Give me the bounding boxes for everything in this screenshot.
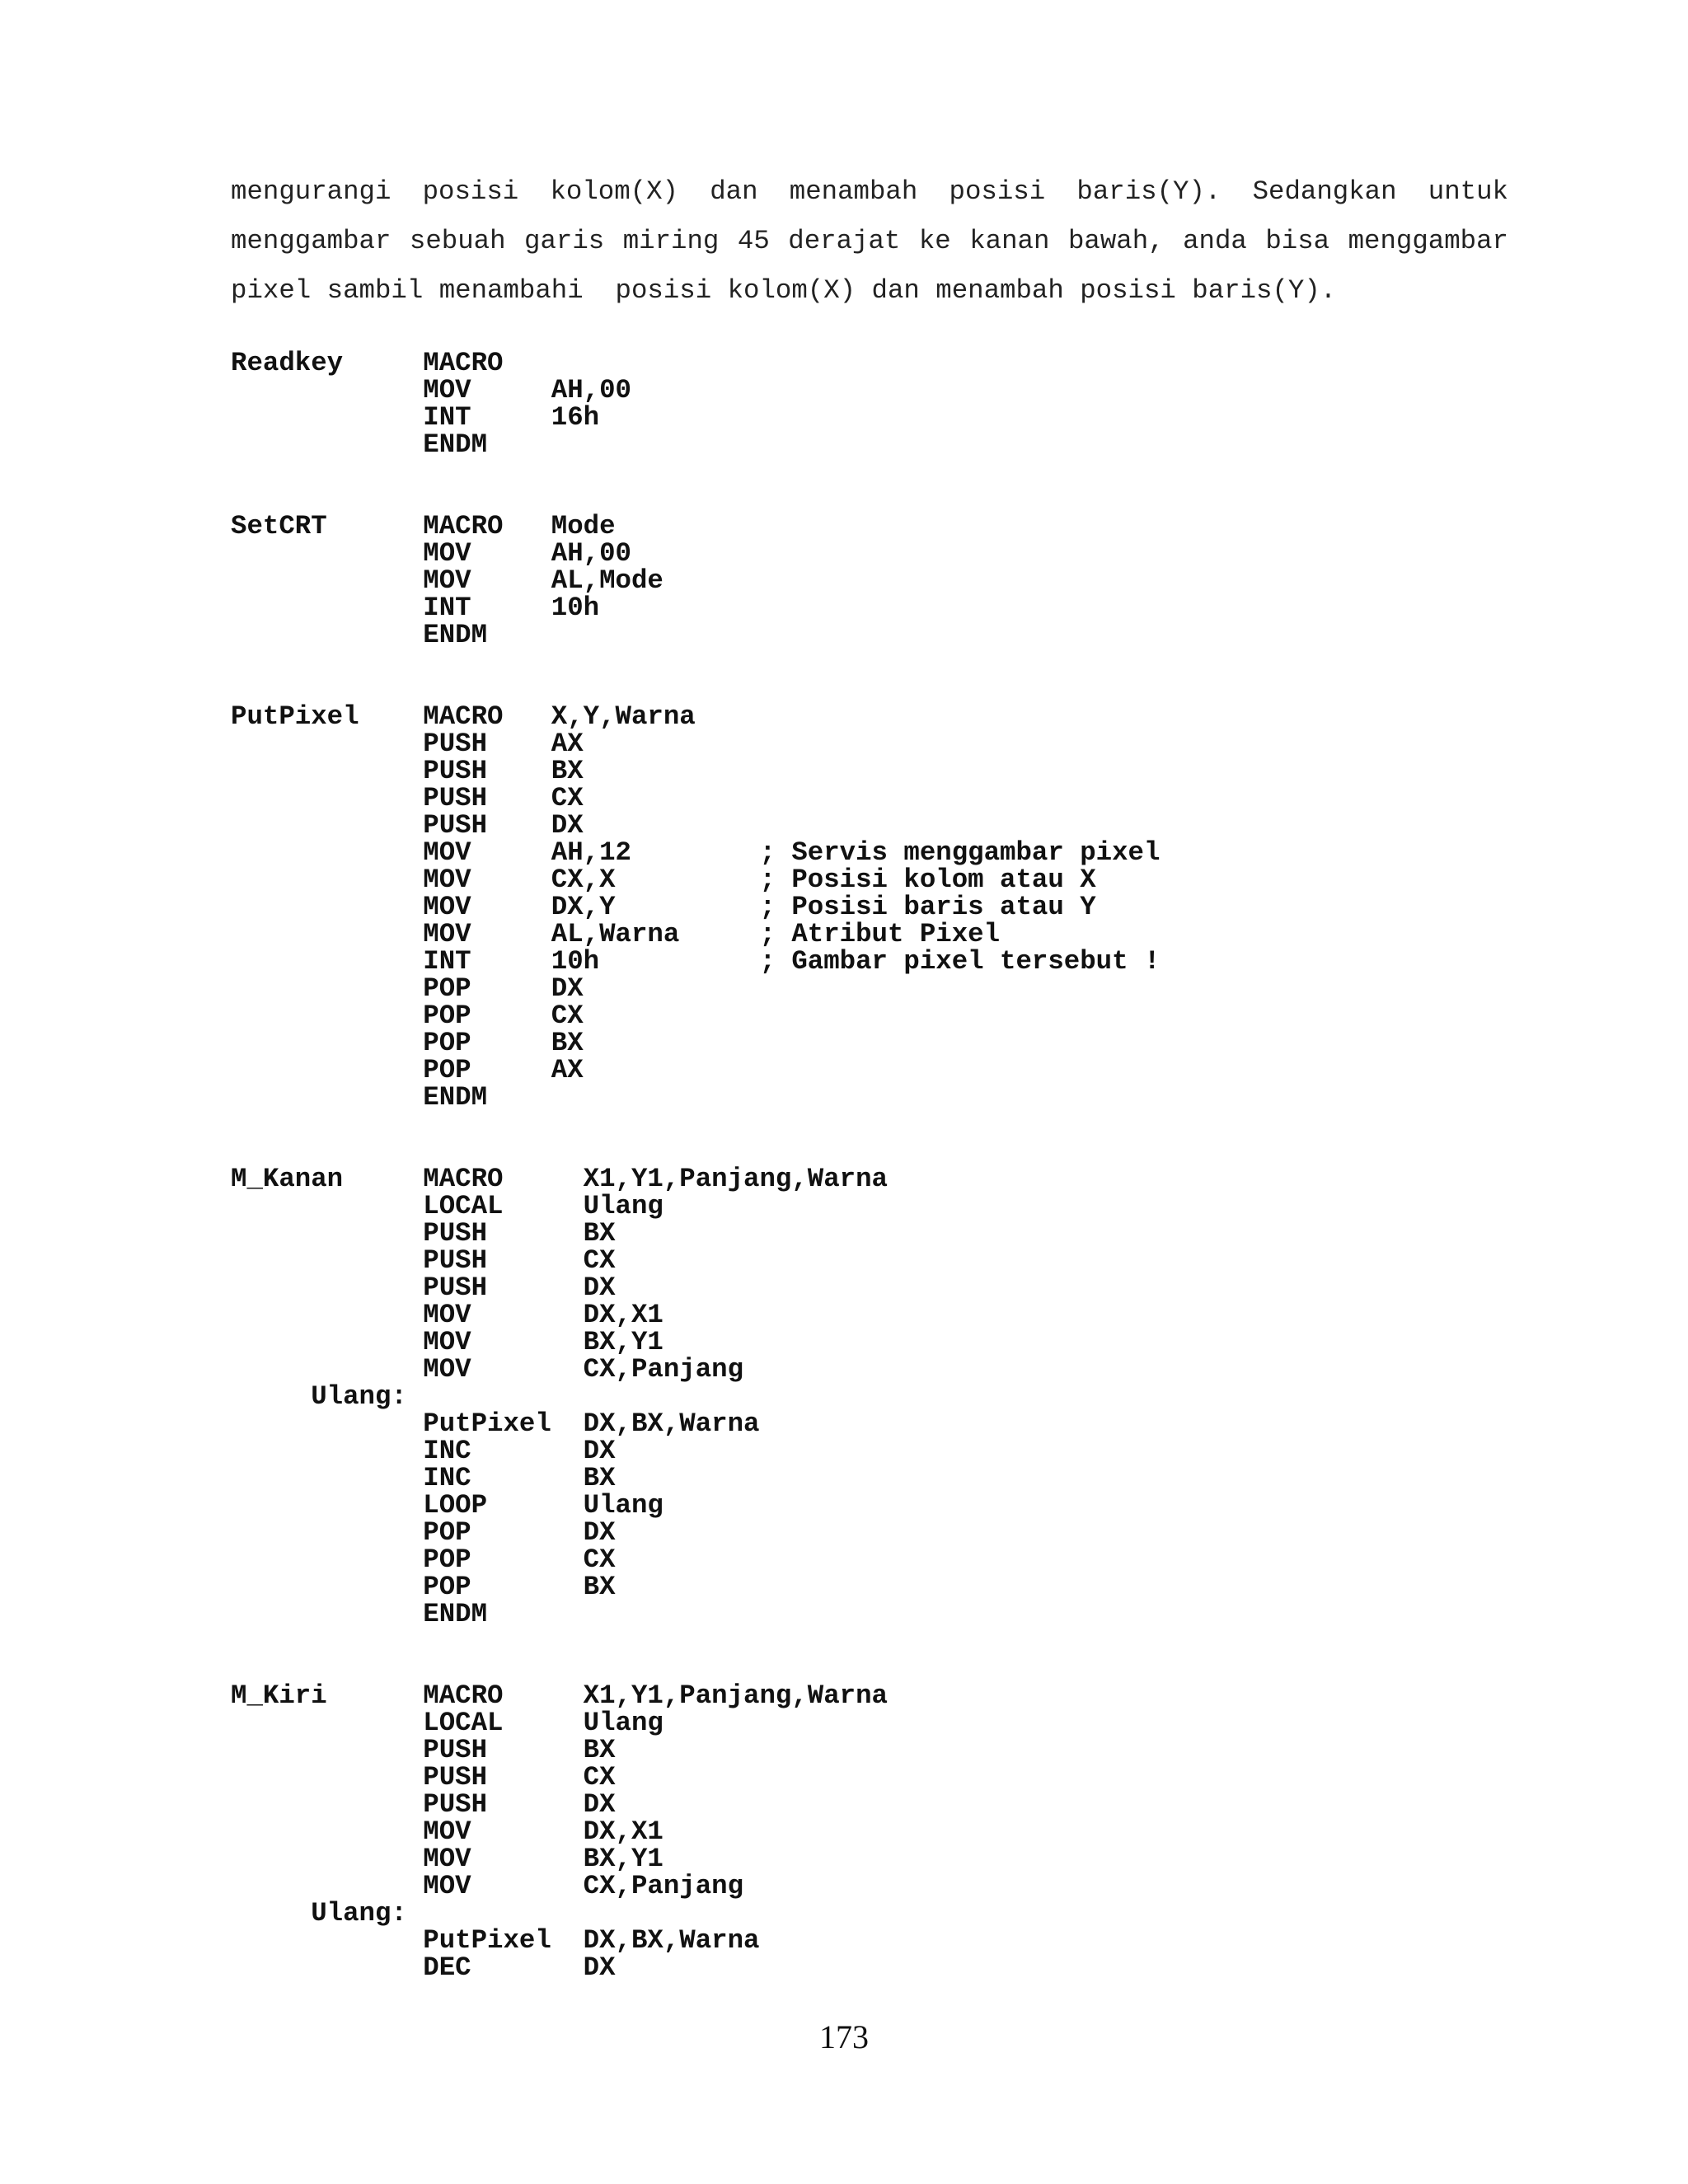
code-line: MOV CX,X ; Posisi kolom atau X: [231, 865, 1096, 895]
code-line: [231, 1111, 1467, 1138]
page-number: 173: [819, 2018, 869, 2055]
code-line: POP CX: [231, 1544, 616, 1575]
code-line: M_Kanan MACRO X1,Y1,Panjang,Warna: [231, 1164, 888, 1194]
code-line: PUSH DX: [231, 1272, 616, 1303]
code-line: MOV CX,Panjang: [231, 1871, 744, 1901]
code-line: DEC DX: [231, 1952, 616, 1983]
code-line: PUSH BX: [231, 1735, 616, 1765]
code-line: MOV DX,X1: [231, 1300, 663, 1330]
code-line: Ulang:: [231, 1381, 407, 1412]
code-line: [231, 1138, 1467, 1165]
code-line: INT 16h: [231, 402, 600, 433]
code-line: INT 10h: [231, 593, 600, 623]
code-line: M_Kiri MACRO X1,Y1,Panjang,Warna: [231, 1680, 888, 1711]
code-line: POP DX: [231, 973, 584, 1004]
code-line: INC DX: [231, 1436, 616, 1466]
intro-line: mengurangi posisi kolom(X) dan menambah posisi baris(Y). Sedangkan untuk: [231, 176, 1508, 207]
code-line: POP AX: [231, 1055, 584, 1085]
code-line: [231, 676, 1467, 703]
code-line: Readkey MACRO: [231, 348, 504, 378]
code-line: ENDM: [231, 620, 488, 650]
code-line: [231, 1628, 1467, 1655]
code-line: LOCAL Ulang: [231, 1708, 663, 1738]
code-line: MOV AH,00: [231, 538, 631, 569]
code-line: PutPixel MACRO X,Y,Warna: [231, 701, 696, 732]
code-line: MOV AH,00: [231, 375, 631, 405]
intro-line: menggambar sebuah garis miring 45 derajat ke kanan bawah, anda bisa menggambar: [231, 226, 1508, 256]
code-line: MOV DX,Y ; Posisi baris atau Y: [231, 892, 1096, 922]
code-line: [231, 1655, 1467, 1682]
code-line: MOV CX,Panjang: [231, 1354, 744, 1385]
code-line: MOV BX,Y1: [231, 1327, 663, 1357]
code-line: PutPixel DX,BX,Warna: [231, 1925, 760, 1956]
code-line: POP BX: [231, 1572, 616, 1602]
code-line: LOCAL Ulang: [231, 1191, 663, 1221]
code-line: MOV BX,Y1: [231, 1844, 663, 1874]
code-line: Ulang:: [231, 1898, 407, 1929]
code-line: INT 10h ; Gambar pixel tersebut !: [231, 946, 1160, 977]
code-line: PutPixel DX,BX,Warna: [231, 1408, 760, 1439]
code-line: POP DX: [231, 1517, 616, 1548]
code-line: MOV AL,Mode: [231, 565, 663, 596]
code-line: MOV AL,Warna ; Atribut Pixel: [231, 919, 1001, 949]
code-line: ENDM: [231, 429, 488, 460]
intro-line: pixel sambil menambahi posisi kolom(X) dan menambah posisi baris(Y).: [231, 275, 1337, 306]
code-line: ENDM: [231, 1599, 488, 1629]
code-line: PUSH DX: [231, 1789, 616, 1820]
code-line: LOOP Ulang: [231, 1490, 663, 1521]
code-line: PUSH CX: [231, 1762, 616, 1793]
code-line: [231, 649, 1467, 676]
code-line: INC BX: [231, 1463, 616, 1493]
code-line: PUSH BX: [231, 756, 584, 786]
code-line: MOV AH,12 ; Servis menggambar pixel: [231, 837, 1160, 868]
code-line: PUSH BX: [231, 1218, 616, 1249]
code-line: PUSH CX: [231, 1245, 616, 1276]
code-listing: [231, 349, 1467, 1981]
code-line: PUSH CX: [231, 783, 584, 813]
code-line: PUSH DX: [231, 810, 584, 841]
code-line: ENDM: [231, 1082, 488, 1113]
code-line: SetCRT MACRO Mode: [231, 511, 616, 541]
code-line: [231, 485, 1467, 513]
intro-paragraph: [231, 167, 1508, 316]
code-line: [231, 458, 1467, 485]
code-line: POP CX: [231, 1001, 584, 1031]
code-line: MOV DX,X1: [231, 1816, 663, 1847]
code-line: PUSH AX: [231, 729, 584, 759]
code-line: POP BX: [231, 1028, 584, 1058]
